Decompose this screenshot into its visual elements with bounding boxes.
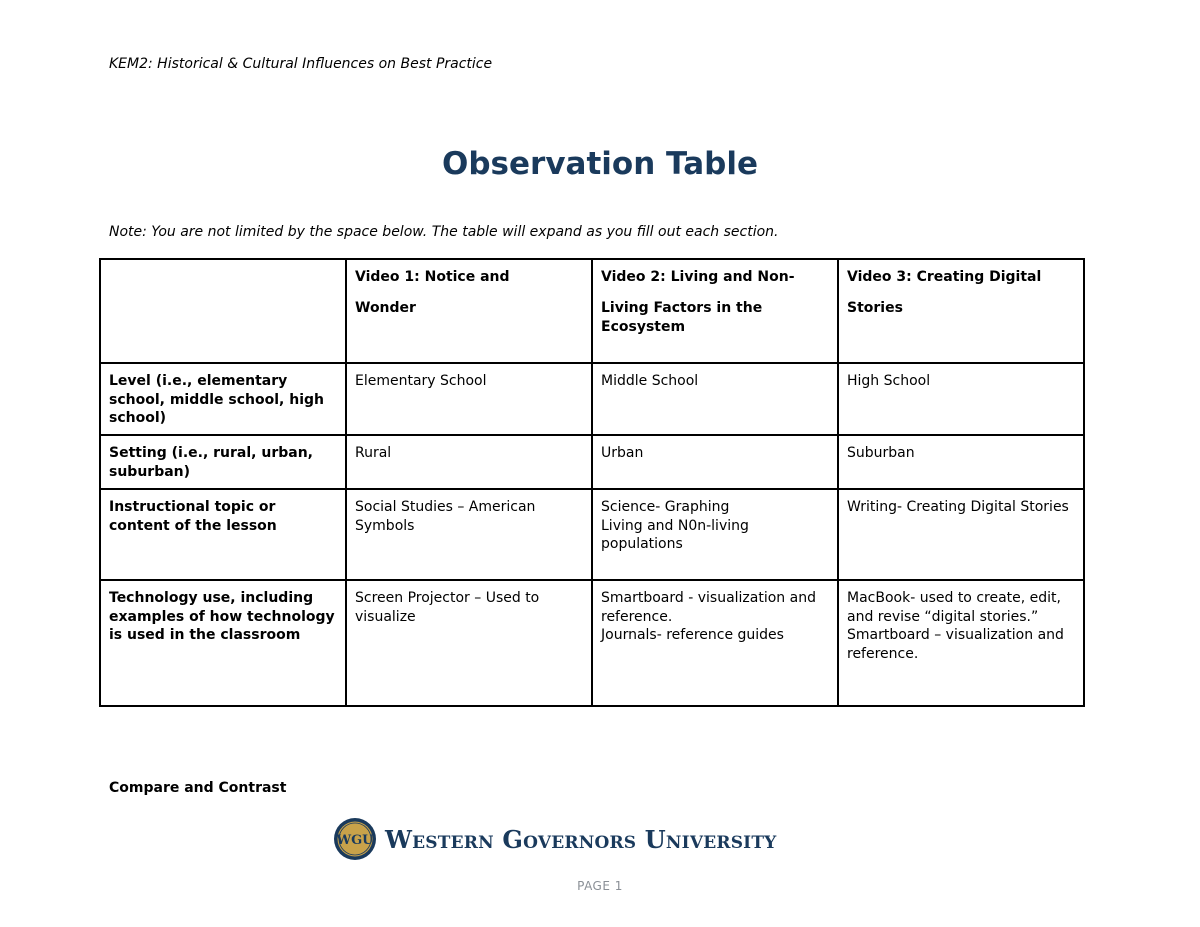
- cell-setting-video-3: [838, 435, 1084, 489]
- cell-text: Urban: [601, 445, 644, 461]
- compare-contrast-heading: Compare and Contrast: [109, 780, 287, 796]
- cell-text: Screen Projector – Used to visualize: [355, 590, 540, 625]
- cell-level-video-1: [346, 363, 592, 435]
- row-label-setting: Setting (i.e., rural, urban, suburban): [100, 435, 346, 489]
- header-cell-empty: [100, 259, 346, 363]
- header-video-3-line-2: Stories: [847, 300, 903, 316]
- header-cell-video-2: [592, 259, 838, 363]
- header-video-2-line-1: Video 2: Living and Non-: [601, 269, 795, 285]
- cell-level-video-2: [592, 363, 838, 435]
- row-label-level: Level (i.e., elementary school, middle school, high school): [100, 363, 346, 435]
- table-header-row: [100, 259, 1084, 363]
- table-row-setting: [100, 435, 1084, 489]
- wgu-logo: [333, 817, 777, 861]
- page-number: PAGE 1: [577, 879, 623, 893]
- header-cell-video-1: [346, 259, 592, 363]
- cell-text: Living and N0n-living populations: [601, 517, 749, 552]
- cell-text: MacBook- used to create, edit, and revise “digital stories.”: [847, 590, 1061, 625]
- header-video-1-line-2: Wonder: [355, 300, 416, 316]
- document-header: KEM2: Historical & Cultural Influences on Best Practice: [109, 56, 493, 72]
- header-video-2-line-2: Living Factors in the Ecosystem: [601, 300, 763, 335]
- cell-topic-video-2: [592, 489, 838, 580]
- wgu-seal-icon: [333, 817, 377, 861]
- cell-text: High School: [847, 373, 931, 389]
- cell-topic-video-1: [346, 489, 592, 580]
- cell-tech-video-1: [346, 580, 592, 706]
- cell-tech-video-3: [838, 580, 1084, 706]
- cell-tech-video-2: [592, 580, 838, 706]
- cell-text: Writing- Creating Digital Stories: [847, 499, 1069, 515]
- cell-level-video-3: [838, 363, 1084, 435]
- cell-text: Middle School: [601, 373, 699, 389]
- header-video-3-line-1: Video 3: Creating Digital: [847, 269, 1042, 285]
- cell-text: Suburban: [847, 445, 915, 461]
- seal-letters: WGU: [336, 833, 374, 848]
- table-row-topic: [100, 489, 1084, 580]
- cell-text: Smartboard - visualization and reference.: [601, 590, 816, 625]
- table-row-level: [100, 363, 1084, 435]
- cell-text: Social Studies – American Symbols: [355, 499, 536, 534]
- cell-topic-video-3: [838, 489, 1084, 580]
- header-cell-video-3: [838, 259, 1084, 363]
- row-label-topic: Instructional topic or content of the lesson: [100, 489, 346, 580]
- page-title: Observation Table: [442, 146, 758, 182]
- table-row-technology: [100, 580, 1084, 706]
- cell-text: Rural: [355, 445, 392, 461]
- cell-setting-video-1: [346, 435, 592, 489]
- cell-text: Journals- reference guides: [601, 627, 784, 643]
- observation-table: [99, 258, 1085, 707]
- wgu-wordmark: Western Governors University: [385, 824, 777, 854]
- cell-text: Science- Graphing: [601, 499, 730, 515]
- cell-text: Elementary School: [355, 373, 487, 389]
- cell-setting-video-2: [592, 435, 838, 489]
- row-label-technology: Technology use, including examples of how technology is used in the classroom: [100, 580, 346, 706]
- table-note: Note: You are not limited by the space below. The table will expand as you fill out each section.: [109, 224, 779, 240]
- header-video-1-line-1: Video 1: Notice and: [355, 269, 510, 285]
- cell-text: Smartboard – visualization and reference.: [847, 627, 1064, 662]
